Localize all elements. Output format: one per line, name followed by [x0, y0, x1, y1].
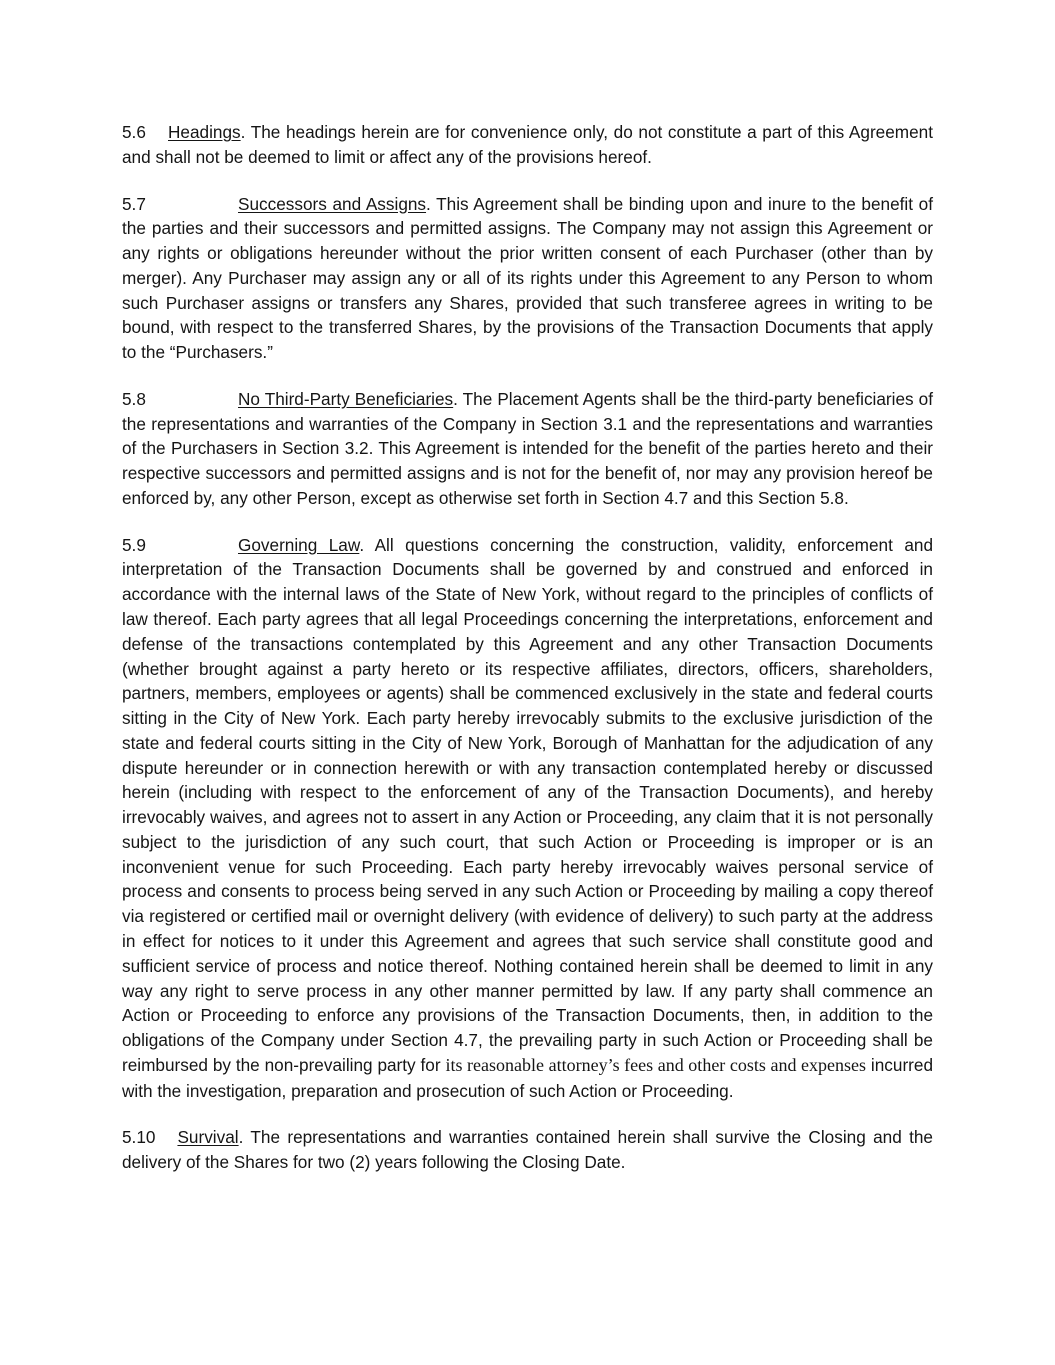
section-text: . This Agreement shall be binding upon and inure to the benefit of the parties and their successors and permitted assigns. The Company may not assign this Agreement or any rights or obligations hereunder without the prior written consent of each Purchaser (other than by merger). Any Purchaser may assign any or all of its rights under this Agreement to any Person to whom such Purchaser assigns or transfers any Shares, provided that such transferee agrees in writing to be bound, with respect to the transferred Shares, by the provisions of the Transaction Documents that apply to the “Purchasers.”: [122, 193, 933, 363]
section-text-tail: incurred with the investigation, preparation and prosecution of such Action or Proceeding.: [122, 1054, 934, 1101]
section-number: 5.8: [122, 388, 146, 409]
section-heading: Successors and Assigns: [238, 193, 427, 214]
section-number: 5.7: [122, 193, 146, 214]
section-text: . The headings herein are for convenience only, do not constitute a part of this Agreement and shall not be deemed to limit or affect any of the provisions hereof.: [122, 122, 933, 167]
section-5-7: [122, 192, 933, 365]
section-5-9: [122, 533, 933, 1104]
section-heading: Survival: [177, 1127, 239, 1148]
section-number: 5.10: [122, 1127, 156, 1148]
section-heading: Governing Law: [238, 534, 360, 555]
section-text-serif-run: its reasonable attorney’s fees and other costs and expenses: [445, 1054, 867, 1075]
document-body: [122, 120, 933, 1175]
section-number: 5.9: [122, 534, 146, 555]
section-heading: Headings: [168, 122, 241, 142]
section-text: . The representations and warranties contained herein shall survive the Closing and the delivery of the Shares for two (2) years following the Closing Date.: [122, 1127, 933, 1173]
section-text: . All questions concerning the construction, validity, enforcement and interpretation of the Transaction Documents shall be governed by and construed and enforced in accordance with the internal laws of the State of New York, without regard to the principles of conflicts of law thereof. Each party agrees that all legal Proceedings concerning the interpretations, enforcement and defense of the transactions contemplated by this Agreement and any other Transaction Documents (whether brought against a party hereto or its respective affiliates, directors, officers, shareholders, partners, members, employees or agents) shall be commenced exclusively in the state and federal courts sitting in the City of New York. Each party hereby irrevocably submits to the exclusive jurisdiction of the state and federal courts sitting in the City of New York, Borough of Manhattan for the adjudication of any dispute hereunder or in connection herewith or with any transaction contemplated hereby or discussed herein (including with respect to the enforcement of any of the Transaction Documents), and hereby irrevocably waives, and agrees not to assert in any Action or Proceeding, any claim that it is not personally subject to the jurisdiction of any such court, that such Action or Proceeding is improper or is an inconvenient venue for such Proceeding. Each party hereby irrevocably waives personal service of process and consents to process being served in any such Action or Proceeding by mailing a copy thereof via registered or certified mail or overnight delivery (with evidence of delivery) to such party at the address in effect for notices to it under this Agreement and agrees that such service shall constitute good and sufficient service of process and notice thereof. Nothing contained herein shall be deemed to limit in any way any right to serve process in any other manner permitted by law. If any party shall commence an Action or Proceeding to enforce any provisions of the Transaction Documents, then, in addition to the obligations of the Company under Section 4.7, the prevailing party in such Action or Proceeding shall be reimbursed by the non-prevailing party for: [122, 534, 934, 1075]
section-5-10: [122, 1125, 933, 1175]
section-heading: No Third-Party Beneficiaries: [238, 388, 454, 409]
section-5-6: [122, 120, 933, 170]
section-number: 5.6: [122, 122, 146, 142]
section-5-8: [122, 387, 933, 511]
section-text: . The Placement Agents shall be the third-party beneficiaries of the representations and warranties of the Company in Section 3.1 and the representations and warranties of the Purchasers in Section 3.2. This Agreement is intended for the benefit of the parties hereto and their respective successors and permitted assigns and is not for the benefit of, nor may any provision hereof be enforced by, any other Person, except as otherwise set forth in Section 4.7 and this Section 5.8.: [122, 388, 933, 508]
